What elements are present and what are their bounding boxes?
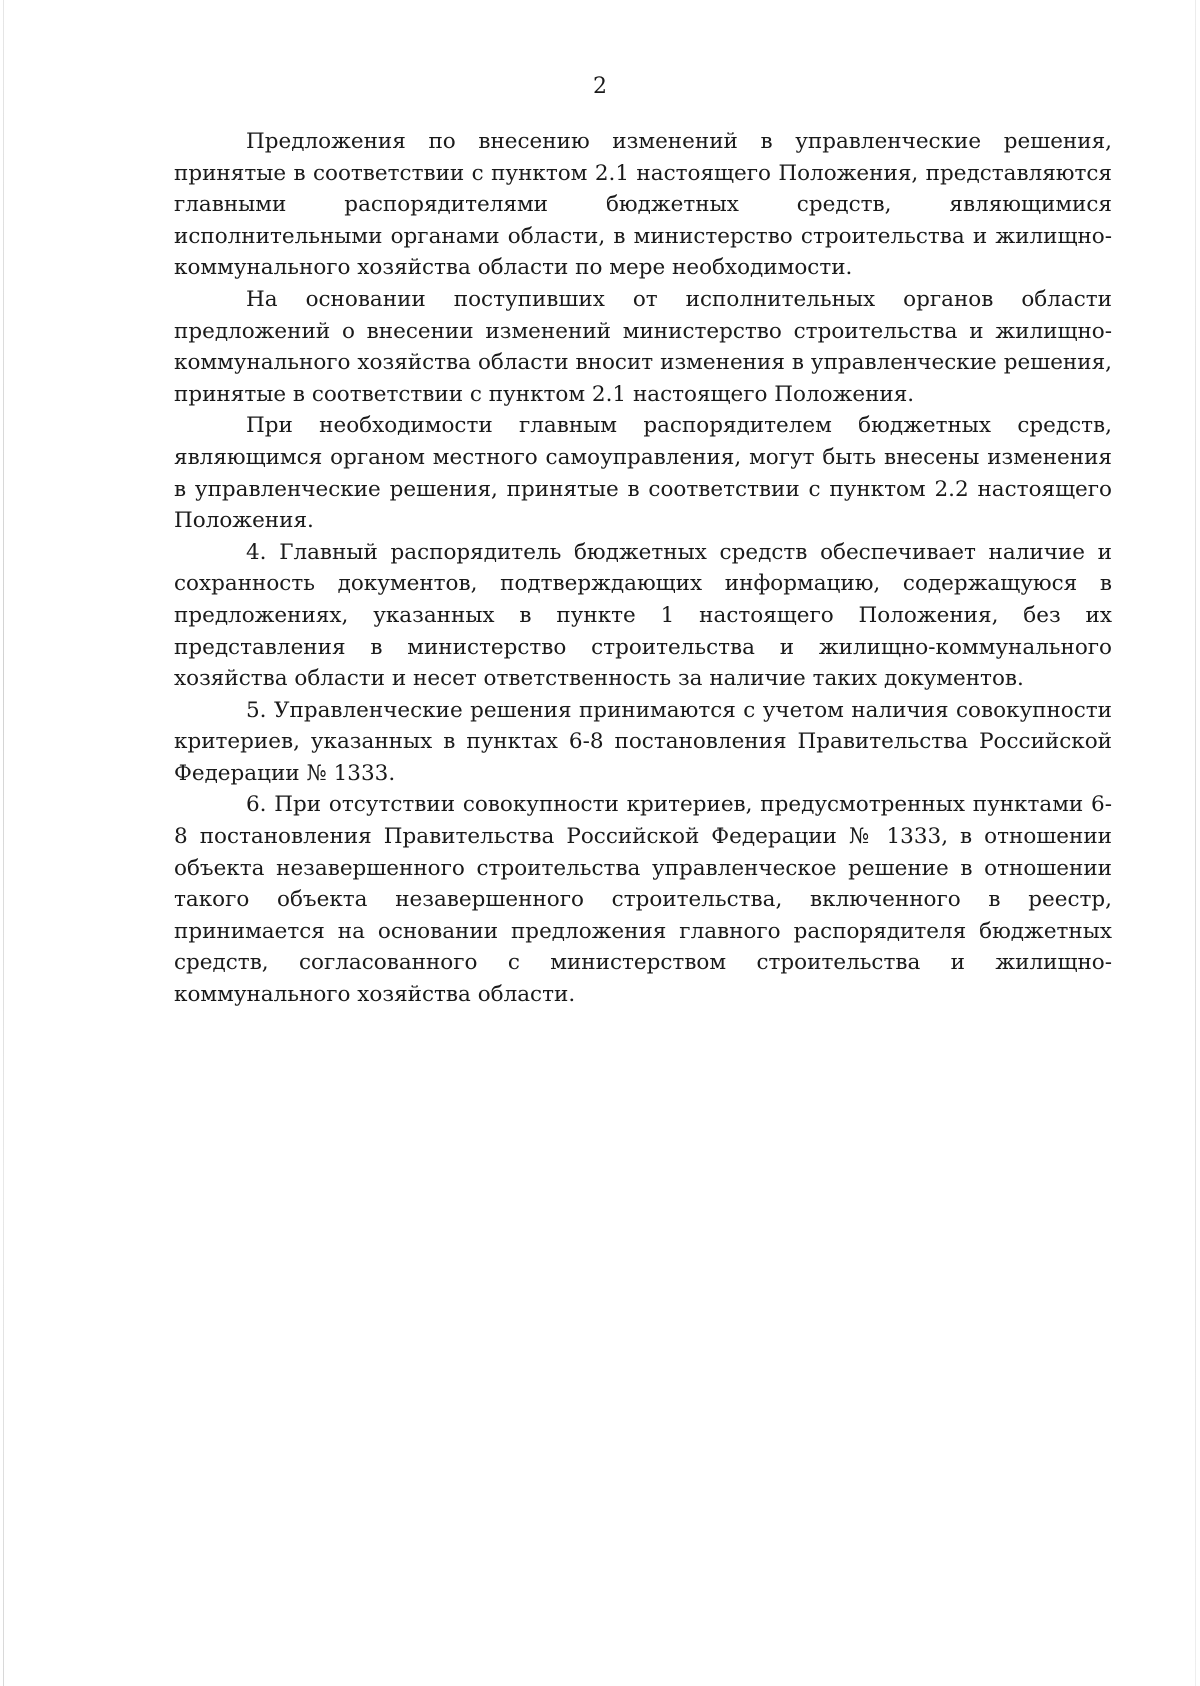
page-number: 2 (593, 74, 607, 99)
paragraph-item-5: 5. Управленческие решения принимаются с учетом наличия совокупности критериев, указанных в пунктах 6-8 постановления Правительства Российской Федерации № 1333. (174, 697, 1112, 786)
paragraph-local-government: При необходимости главным распорядителем бюджетных средств, являющимся органом местного самоуправления, могут быть внесены изменения в управленческие решения, принятые в соответствии с пунктом 2.2 настоящего Положения. (174, 413, 1112, 534)
document-body (174, 126, 1112, 1011)
scan-edge-right (1195, 0, 1196, 1686)
paragraph-item-6: 6. При отсутствии совокупности критериев, предусмотренных пунктами 6-8 постановления Правительства Российской Федерации № 1333, в отношении объекта незавершенного строительства управленческое решение в отношении такого объекта незавершенного строительства, включенного в реестр, принимается на основании предложения главного распорядителя бюджетных средств, согласованного с министерством строительства и жилищно-коммунального хозяйства области. (174, 792, 1112, 1008)
paragraph-proposals: Предложения по внесению изменений в управленческие решения, принятые в соответствии с пунктом 2.1 настоящего Положения, представляются главными распорядителями бюджетных средств, являющимися исполнительными органами области, в министерство строительства и жилищно-коммунального хозяйства области по мере необходимости. (174, 129, 1112, 281)
paragraph-item-4: 4. Главный распорядитель бюджетных средств обеспечивает наличие и сохранность документов, подтверждающих информацию, содержащуюся в предложениях, указанных в пункте 1 настоящего Положения, без их представления в министерство строительства и жилищно-коммунального хозяйства области и несет ответственность за наличие таких документов. (174, 539, 1112, 692)
paragraph-changes-basis: На основании поступивших от исполнительных органов области предложений о внесении изменений министерство строительства и жилищно-коммунального хозяйства области вносит изменения в управленческие решения, принятые в соответствии с пунктом 2.1 настоящего Положения. (174, 286, 1112, 407)
scan-edge-left (3, 0, 4, 1686)
